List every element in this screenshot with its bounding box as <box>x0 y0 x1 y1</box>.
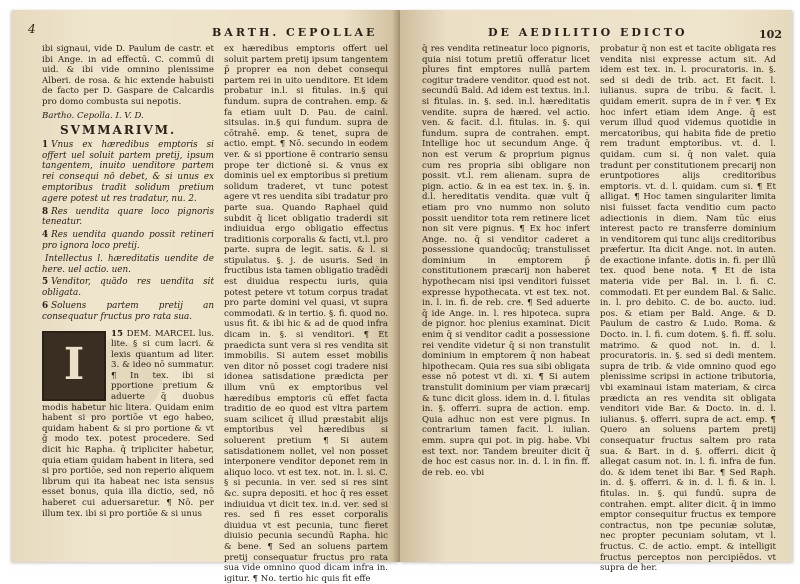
column-text: ex hæredibus emptoris offert uel soluit partem pretij ipsum tangentem p̄ proprer ea non debet consequi partem rei in uito uenditore. Et idem probatur in.l. si fitulas. in.§ qui fundum. supra de contrahen. emp. & fa etiam uult D. Pau. de cainl. sitsulas. in.§ qui fundum. supra de cōtrahē. emp. & tenet, supra de actio. empt. ¶ Nō. secundo in eodem ver. & si pportione ē contrario sensu prope ter dictionē si. & vnus ex dominis uel ex emptoribus si pretium solidum traderet, vt tunc potest agere vt res uendita sibi tradatur pro parte sua. Quando Raphael quid subdit q̄ licet obligatio traderdi sit indiuidua ergo obligatio effectus traditionis corporalis & facti, vt.l. pro parte. supra de legit. satis. & l. si stipulatus. §. j. de usuris. Sed in fructibus ista tamen obligatio tradēdi est diuidua respectu iuris, quia potest petere vt totum corpus tradat pro parte domini vel quasi, vt supra commodati. & in tertio. §. fi. quod no. usus fit. & ibi hic & ad de quod infra dicam in. §. si venditori. ¶ Et praedicta sunt vera si res vendita sit immobilis. Si autem esset mobilis ven ditor nō posset cogi tradere nisi idonea satisdatione prædicta per illum vnū ex emptoribus vel hæredibus emptoris cū effet facta traditio de eo quod est vltra partem suam scilicet q̄ illud præstabit alijs emptoribus vel hæredibus si soluerent pretium ¶ Si autem satisdationem nollet, vel non posset interponere venditor deponet rem in aliquo loco. vt est tex. not. in. l. si. C. § si pecunia. in ver. sed si res sint &c. supra depositi. et hoc q̄ res esset indiuidua vt dicit tex. in.d. ver. sed si res. sed fi res esset corporalis diuidua vt est pecunia, tunc fieret diuisio pecunia secundū Rapha. hic & bene. ¶ Sed an soluens partem pretij consequatur fructus pro rata sua vide omnino quod dicam infra in. igitur. ¶ No. tertio hic quis fit effe <box>224 44 388 584</box>
summarium-heading: SVMMARIVM. <box>60 123 177 138</box>
woodcut-initial: I <box>42 331 106 401</box>
left-running-head: BARTH. CEPOLLAE <box>212 26 378 39</box>
right-page <box>400 10 792 574</box>
left-column-1 <box>42 44 214 554</box>
section-number: 15 <box>111 328 123 339</box>
column-text: q̄ res vendita retineatur loco pignoris, quia nisi totum pretiū offeratur licet plures fint emptores nullā partem cogitur tradere venditor. quod est not. secundū Bald. Ad idem est textus. in.l. si fitulas. in. §. sed. in.l. hæreditatis vendite. supra de hæred. vel actio. ven. & facit. d.l. fitulas. in. §. qui fundum. supra de contrahen. empt. Intellige hoc ut secundum Ange. q̄ non est verum & proprium pignus cum res propria sibi obligare non possit. vt.l. rem alienam. supra de pign. actio. & in ea est tex. in. §. in. d.l. hereditatis vendita. quæ vult q̄ etiam pro vno nummo non soluto possit uenditor tota rem retinere licet non sit vere pignus. ¶ Ex hoc infert Ange. no. q̄ si venditor caderet a possessione quandocūq; transtulisset dominium in emptorem p̄ constitutionem præcarij non haberet hypothecam nisi ipsi venditori fuisset expresse hypothecata. vt est tex. not. in. l. in. fi. de reb. cre. ¶ Sed aduerte q̄ ide Ange. in. l. res hipoteca. supra de pignor. hoc plenius examinat. Dicit enim q̄ si venditor cadit a possessione rei vendite videtur q̄ si non transtulit dominium in emptorem q̄ non habeat hipothecam. Quia res sua sibi obligata esse nō potest vt di. xi. ¶ Si autem transtulit dominium per viam præcarij & tunc dicit gloss. idem in. d. l. fitulas in. §. offerri. supra de action. emp. Quia adhuc non est vere pignus. In contrarium tamen facit. l. iulian. emm. supra qui pot. in pig. habe. Vbi est text. nor. Tandem breuiter dicit q̄ de hoc est casus nor. in. d. l. in fin. ff. de reb. eo. vbi <box>422 44 590 478</box>
section-text: DEM. MARCEL lus. lite. § si cum lacri. & lexis quantum ad liter. 3. & ideo nō summatur. ¶ In tex. ibi si pportione pretium & aduerte q̄ duobus modis habetur hic litera. Quidam enim habent si pro portiōe vt ego habeo, quidam habent & si pro portione & vt ḡ modo tex. potest procedere. Sed dicit hic Rapha. q̄ tripliciter habetur, quia etiam quidam habent in litera, sed si pro portiōe, sed non reperio aliquem librum qui ita habeat nec ista sensus esset bonus, quia illa dictio, sed, nō haberet cui aduersaretur. ¶ Nō. per illum tex. ibi si pro portiōe & si unus <box>42 328 214 519</box>
summarium-entry: 1 Vnus ex hæredibus emptoris si offert uel soluit partem pretij, ipsum tangentem, inuito uenditore partem rei consequi nō debet, & si unus ex emptoribus tradit solidum pretium agere potest ut res tradatur, nu. 2. <box>42 139 214 204</box>
summarium-entry: 8 Res uendita quare loco pignoris teneatur. <box>42 206 214 228</box>
summarium-entry: 5 Venditor, quādo res uendita sit obligata. <box>42 277 214 299</box>
author-signature: Bartho. Cepolla. I. V. D. <box>42 110 144 121</box>
section-block <box>42 329 214 520</box>
right-column-1 <box>422 44 590 556</box>
left-page <box>12 10 400 584</box>
right-folio: 102 <box>759 28 782 41</box>
left-folio: 4 <box>28 22 36 36</box>
left-column-2 <box>224 44 388 584</box>
summarium-entry: 4 Res uendita quando possit retineri pro ignora loco pretij. <box>42 230 214 251</box>
column-text: probatur q̄ non est et tacite obligata res vendita nisi expresse actum sit. Ad idem est tex. in. l. procuratoris. in. §. sed si dedi de trib. act. Et facit. l. iulianus. supra de tribu. & facit. l. quidam emerit. supra de in r̄ ver. ¶ Ex hoc infert etiam idem Ange. q̄ est verum illud quod videmus quotidie in mercatoribus, qui habita fide de pretio rem tradunt emptoribus. vt. d. l. quidam. cum si. q̄ non valet. quia tradunt per constitutionem precarij non eruntpotiores alijs creditoribus emptoris. vt. d. l. quidam. cum si. ¶ Et alligat. ¶ Hoc tamen singulariter limita nisi fuisset facta venditio cum pacto adiectionis in diem. Nam tūc eius interest pacto re transferre dominium in venditorem qui tunc alijs creditoribus præfertur. Ita dicit Ange. not. in auten. de exactione infante. dotis in. fi. per illū tex. quod bene nota. ¶ Et de ista materia vide per Bal. in. l. fi. C. commodati. Et per eundem Bal. & Salic. in. l. pro debito. C. de bo. aucto. iud. pos. & etiam per Bald. Ange. & D. Paulum de castro & Ludo. Roma. & Docto. in. l. fi. cum dotem. §. fi. ff. solu. matrimo. & quod not. in. d. l. procuratoris. in. §. sed si dedi mentem. supra de trib. & vide omnino quod ego plenissime scripsi in actione tributoria, vbi examinaui istam materiam, & circa prædicta an res vendita sit obligata venditori vide Bar. & Docto. in. d. l. iulianus. §. offerri. supra de act. emp. ¶ Quero an soluens partem pretij consequatur fructus saltem pro rata sua. & Bart. in d. §. offerri. dicit q̄ allegat casum not. in. l. fi. infra de fun. do. & idem tenet ibi Bar. ¶ Sed Raph. in. d. §. offerri. & in. d. l. fi. & in. l. fitulas. in. §. qui fundū. supra de contrahen. empt. aliter dicit. q̄ in immo emptor consequitur fructus ex tempore contractus, non tpe pecuniæ solutæ, nec propter pecuniam solutam, vt l. fructus. C. de actio. empt. & intelligit fructus perceptos non percipiēdos. vt supra de her. <box>600 44 776 574</box>
opening-paragraph: ibi signaui, vide D. Paulum de castr. et ibi Ange. in ad effectū. C. commū di uid. & ibi vide omnino plenissime Alberi. de rosa. & hic extende habuisti de facto per D. Gaspare de Calcardis pro domo combusta sui nepotis. <box>42 44 214 107</box>
right-running-head: DE AEDILITIO EDICTO <box>488 26 688 39</box>
summarium-list <box>42 140 214 323</box>
summarium-entry: Intellectus l. hæreditatis uendite de here. uel actio. uen. <box>42 253 214 275</box>
summarium-entry: 6 Soluens partem pretij an consequatur fructus pro rata sua. <box>42 300 214 322</box>
right-column-2 <box>600 44 776 574</box>
